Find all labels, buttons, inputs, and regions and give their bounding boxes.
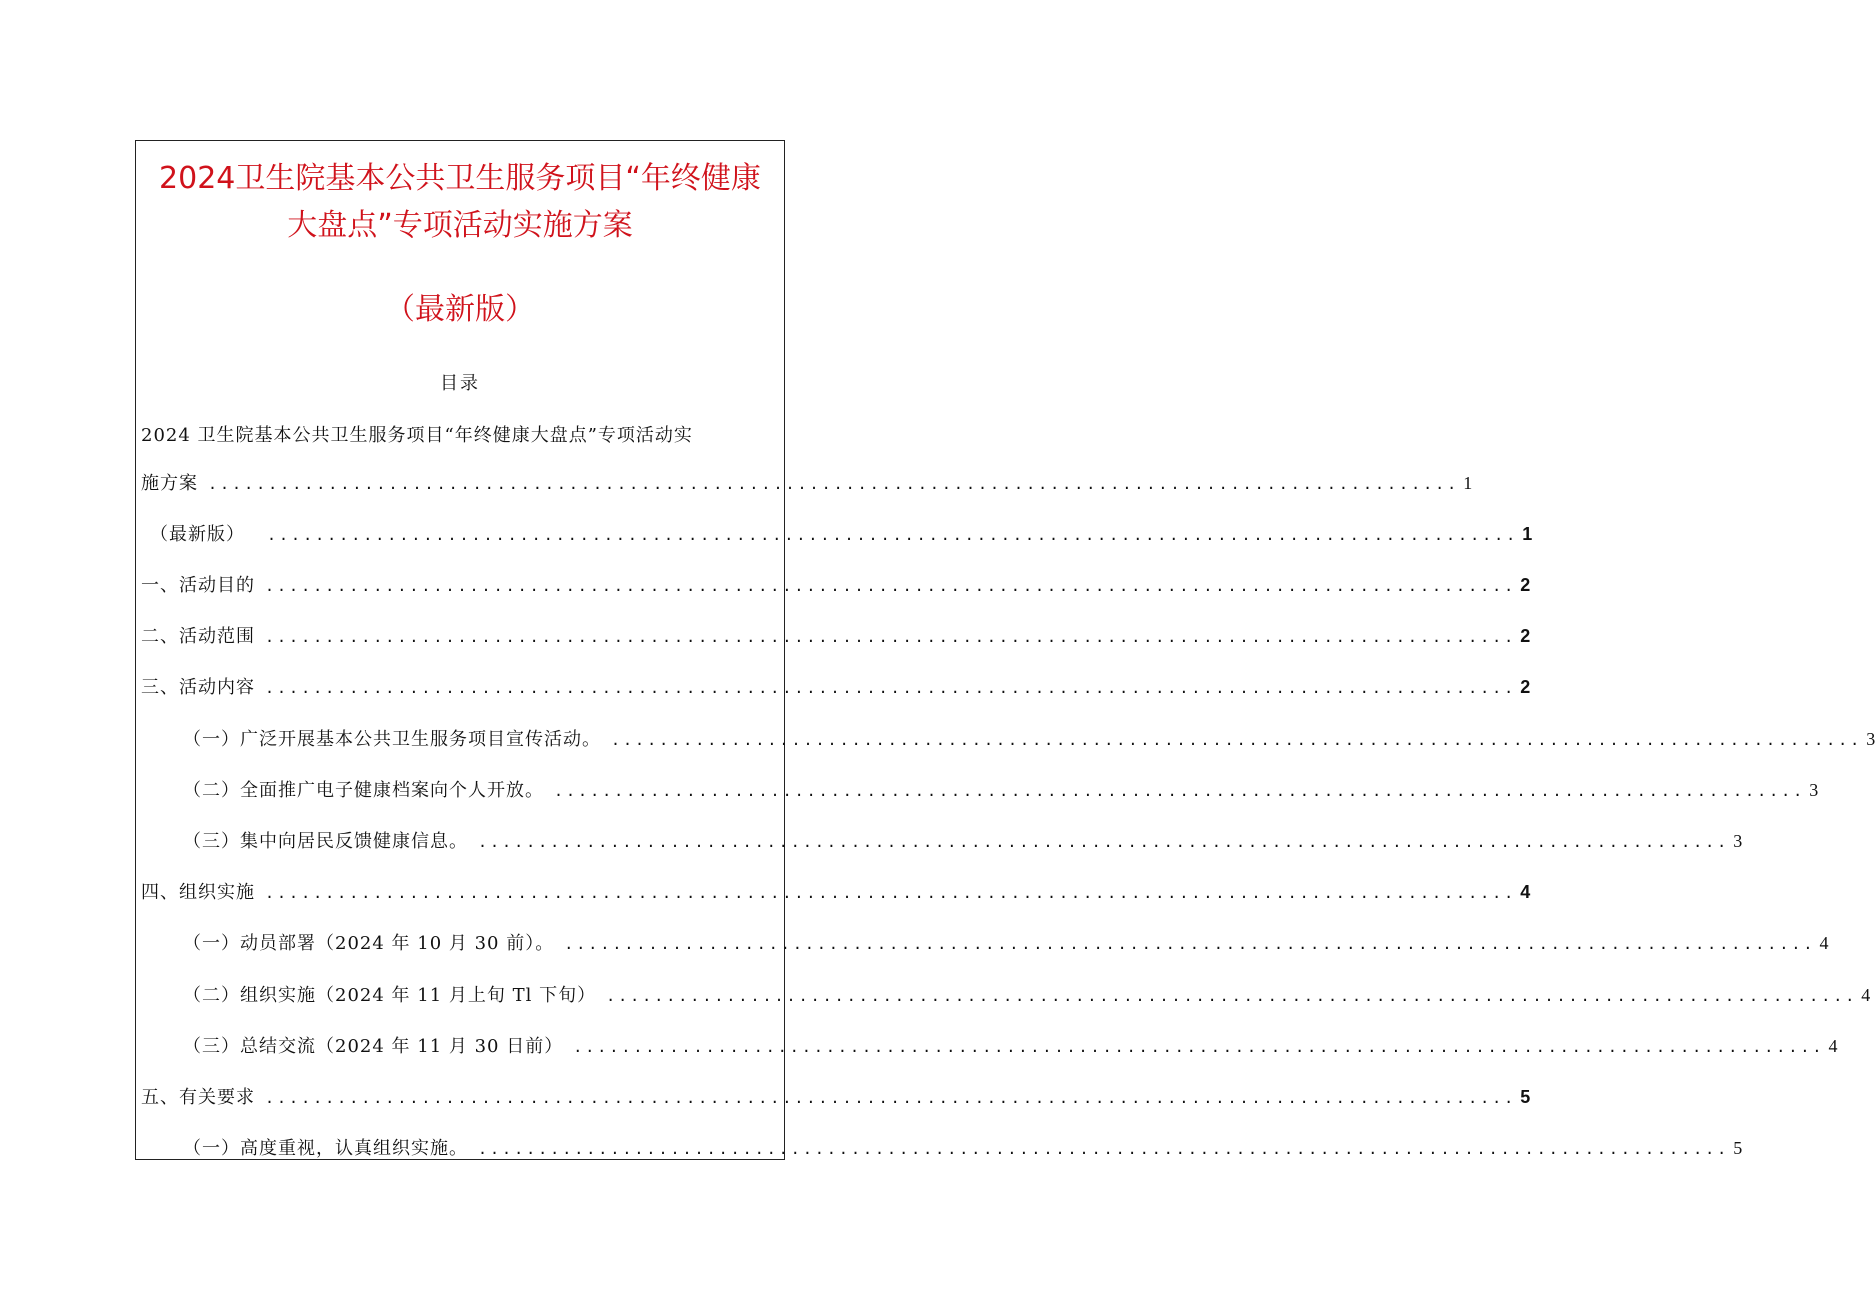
toc-entry[interactable]	[141, 470, 1473, 496]
toc-entry-page: 1	[1463, 473, 1473, 493]
toc-leader-dots: ........................................................................................................	[564, 935, 1816, 953]
toc-heading: 目录	[440, 373, 480, 394]
toc-entry[interactable]	[141, 879, 1531, 905]
toc-entry-text: （二）全面推广电子健康档案向个人开放。	[183, 780, 544, 801]
toc-leader-dots: ........................................................................................................	[265, 679, 1517, 697]
toc-entry-text: 四、组织实施	[141, 882, 255, 903]
toc-entry[interactable]	[141, 1084, 1531, 1110]
toc-entry[interactable]	[141, 572, 1531, 598]
toc-leader-dots: ........................................................................................................	[267, 526, 1519, 544]
toc-entry-text: （最新版）	[150, 524, 245, 545]
toc-entry[interactable]	[141, 623, 1531, 649]
toc-leader-dots: ........................................................................................................	[265, 1089, 1517, 1107]
toc-entry-page: 3	[1733, 831, 1743, 851]
document-title-line1: 2024卫生院基本公共卫生服务项目“年终健康	[159, 161, 761, 196]
document-title-line2: 大盘点”专项活动实施方案	[287, 208, 633, 243]
toc-entry-text: （一）动员部署（2024 年 10 月 30 前）。	[183, 933, 555, 954]
toc-entry-title-line1: 2024 卫生院基本公共卫生服务项目“年终健康大盘点”专项活动实	[141, 425, 693, 446]
toc-entry-page: 2	[1520, 626, 1531, 646]
toc-leader-dots: ........................................................................................................	[554, 782, 1806, 800]
toc-entry-page: 4	[1828, 1036, 1838, 1056]
toc-leader-dots: ........................................................................................................	[611, 731, 1863, 749]
toc-entry[interactable]	[183, 1033, 1838, 1059]
toc-entry-text: 施方案	[141, 473, 198, 494]
toc-entry-text: 三、活动内容	[141, 677, 255, 698]
toc-entry-page: 4	[1520, 882, 1531, 902]
toc-entry-text: （一）广泛开展基本公共卫生服务项目宣传活动。	[183, 729, 601, 750]
toc-leader-dots: ........................................................................................................	[573, 1038, 1825, 1056]
toc-entry-text: 五、有关要求	[141, 1087, 255, 1108]
toc-entry-text: （三）总结交流（2024 年 11 月 30 日前）	[183, 1036, 564, 1057]
toc-entry[interactable]	[183, 982, 1871, 1008]
toc-entry-page: 1	[1522, 524, 1533, 544]
toc-leader-dots: ........................................................................................................	[265, 884, 1517, 902]
toc-entry[interactable]	[183, 777, 1819, 803]
toc-entry[interactable]	[183, 828, 1743, 854]
toc-leader-dots: ........................................................................................................	[478, 833, 1730, 851]
toc-entry-page: 3	[1809, 780, 1819, 800]
toc-entry-page: 5	[1733, 1138, 1743, 1158]
toc-entry-page: 4	[1861, 985, 1871, 1005]
toc-entry-page: 3	[1866, 729, 1875, 749]
toc-entry-page: 2	[1520, 677, 1531, 697]
toc-entry-text: （三）集中向居民反馈健康信息。	[183, 831, 468, 852]
toc-leader-dots: ........................................................................................................	[265, 577, 1517, 595]
toc-entry[interactable]	[183, 1135, 1743, 1161]
toc-entry-page: 2	[1520, 575, 1531, 595]
toc-entry-page: 5	[1520, 1087, 1531, 1107]
toc-entry-text: 一、活动目的	[141, 575, 255, 596]
toc-leader-dots: ........................................................................................................	[478, 1140, 1730, 1158]
toc-entry[interactable]	[183, 726, 1875, 752]
toc-entry-text: 二、活动范围	[141, 626, 255, 647]
toc-entry[interactable]	[141, 674, 1531, 700]
toc-entry[interactable]	[150, 521, 1533, 547]
toc-entry-text: （一）高度重视，认真组织实施。	[183, 1138, 468, 1159]
toc-leader-dots: ........................................................................................................	[606, 987, 1858, 1005]
toc-entry-text: （二）组织实施（2024 年 11 月上旬 Tl 下旬）	[183, 985, 597, 1006]
document-subtitle: （最新版）	[385, 292, 535, 327]
toc-entry[interactable]	[183, 930, 1829, 956]
toc-leader-dots: ........................................................................................................	[265, 628, 1517, 646]
toc-entry-page: 4	[1819, 933, 1829, 953]
toc-leader-dots: ........................................................................................................	[208, 475, 1460, 493]
